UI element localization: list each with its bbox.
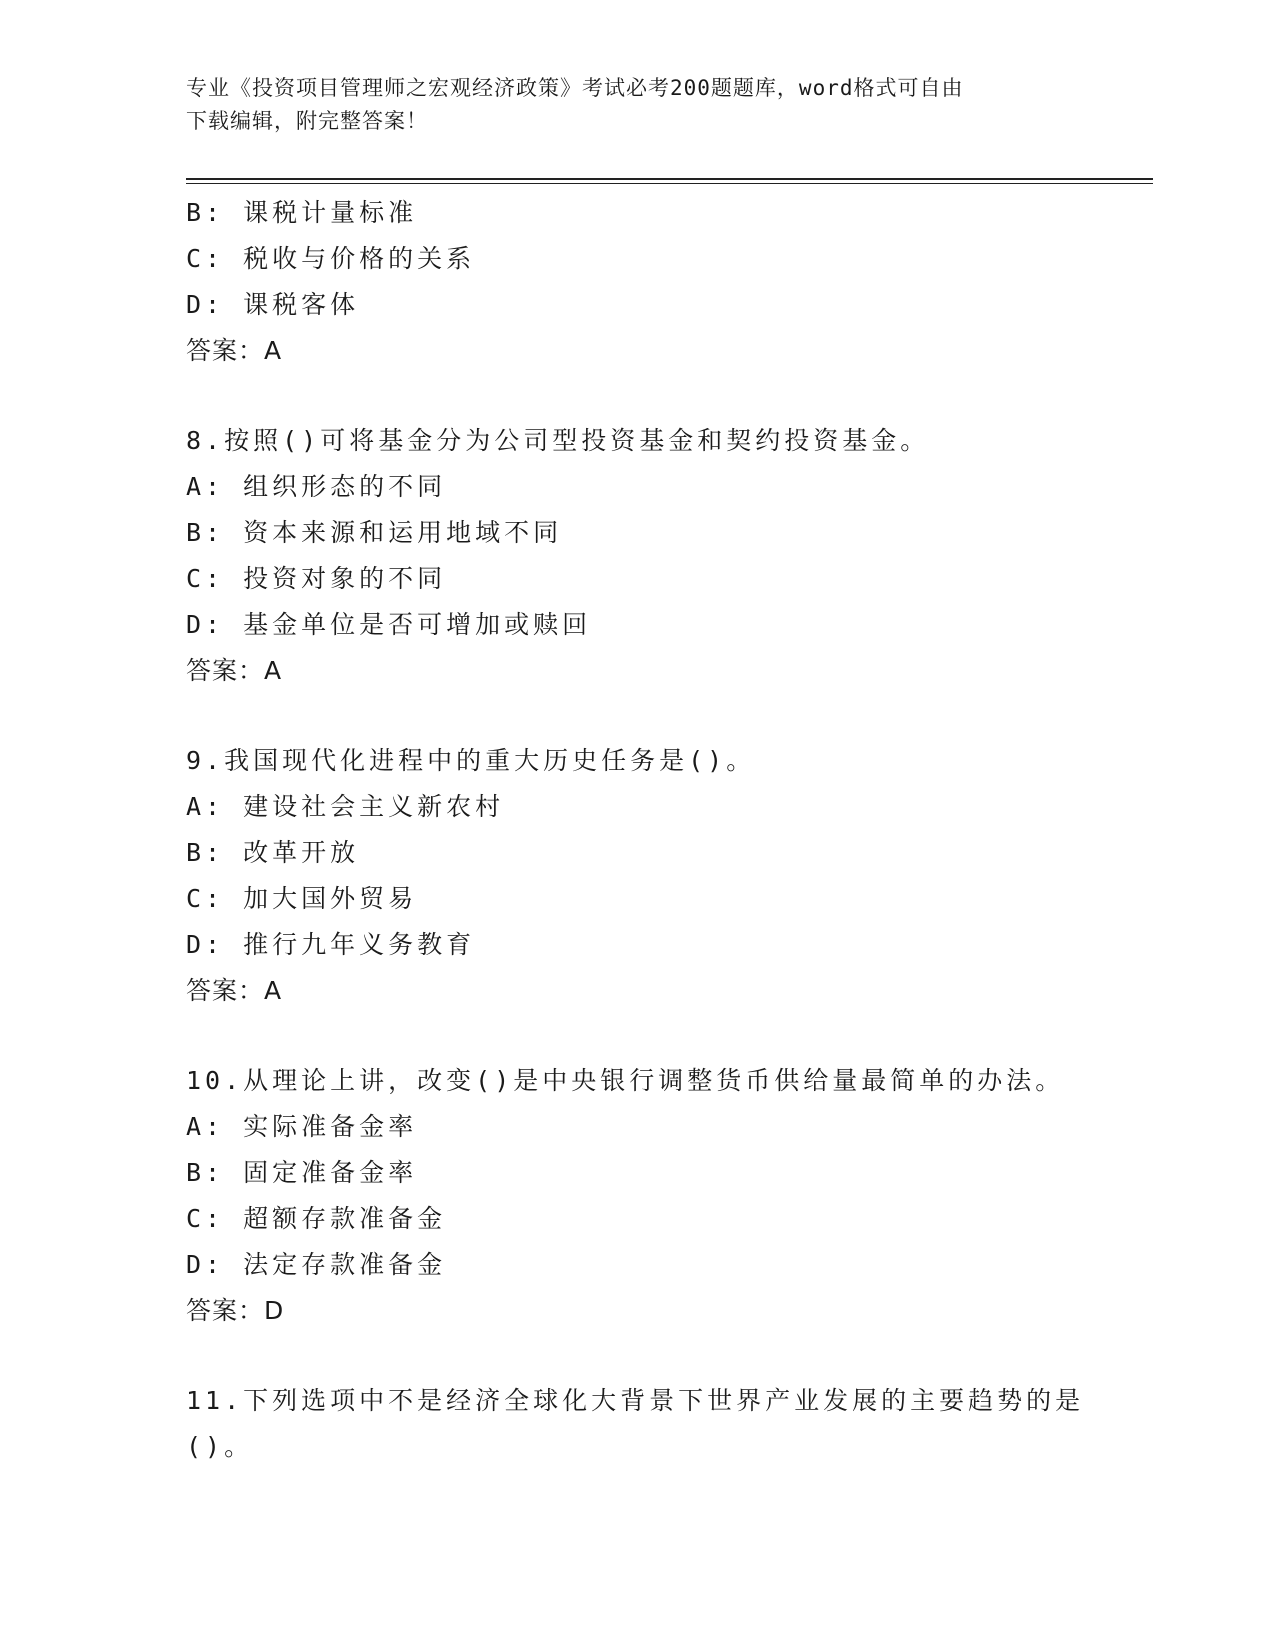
question-block-10: [186, 1058, 1126, 1334]
option-c: C: 税收与价格的关系: [186, 244, 476, 273]
header-divider-thin: [186, 183, 1153, 184]
question-stem: 10.从理论上讲，改变()是中央银行调整货币供给量最简单的办法。: [186, 1066, 1065, 1095]
option-a: A: 建设社会主义新农村: [186, 792, 505, 821]
option-d: D: 推行九年义务教育: [186, 930, 476, 959]
question-block-partial: [186, 190, 1126, 374]
option-c: C: 投资对象的不同: [186, 564, 447, 593]
option-c: C: 加大国外贸易: [186, 884, 418, 913]
option-b: B: 改革开放: [186, 838, 360, 867]
answer-line: 答案：A: [186, 336, 283, 365]
question-block-8: [186, 418, 1126, 694]
header-divider-thick: [186, 178, 1153, 180]
option-a: A: 组织形态的不同: [186, 472, 447, 501]
document-header: [186, 72, 1066, 138]
answer-line: 答案：A: [186, 976, 283, 1005]
header-line-1: 专业《投资项目管理师之宏观经济政策》考试必考200题题库，word格式可自由: [186, 76, 964, 100]
option-d: D: 基金单位是否可增加或赎回: [186, 610, 592, 639]
option-c: C: 超额存款准备金: [186, 1204, 447, 1233]
option-b: B: 固定准备金率: [186, 1158, 418, 1187]
option-b: B: 资本来源和运用地域不同: [186, 518, 563, 547]
option-d: D: 法定存款准备金: [186, 1250, 447, 1279]
question-stem-line-1: 11.下列选项中不是经济全球化大背景下世界产业发展的主要趋势的是: [186, 1386, 1085, 1415]
question-stem: 9.我国现代化进程中的重大历史任务是()。: [186, 746, 756, 775]
answer-line: 答案：A: [186, 656, 283, 685]
header-line-2: 下载编辑，附完整答案！: [186, 109, 428, 133]
question-list: [186, 190, 1126, 1470]
question-block-9: [186, 738, 1126, 1014]
question-block-11: [186, 1378, 1126, 1470]
option-b: B: 课税计量标准: [186, 198, 418, 227]
option-d: D: 课税客体: [186, 290, 360, 319]
question-stem-line-2: ()。: [186, 1432, 254, 1461]
answer-line: 答案：D: [186, 1296, 285, 1325]
question-stem: 8.按照()可将基金分为公司型投资基金和契约投资基金。: [186, 426, 930, 455]
option-a: A: 实际准备金率: [186, 1112, 418, 1141]
